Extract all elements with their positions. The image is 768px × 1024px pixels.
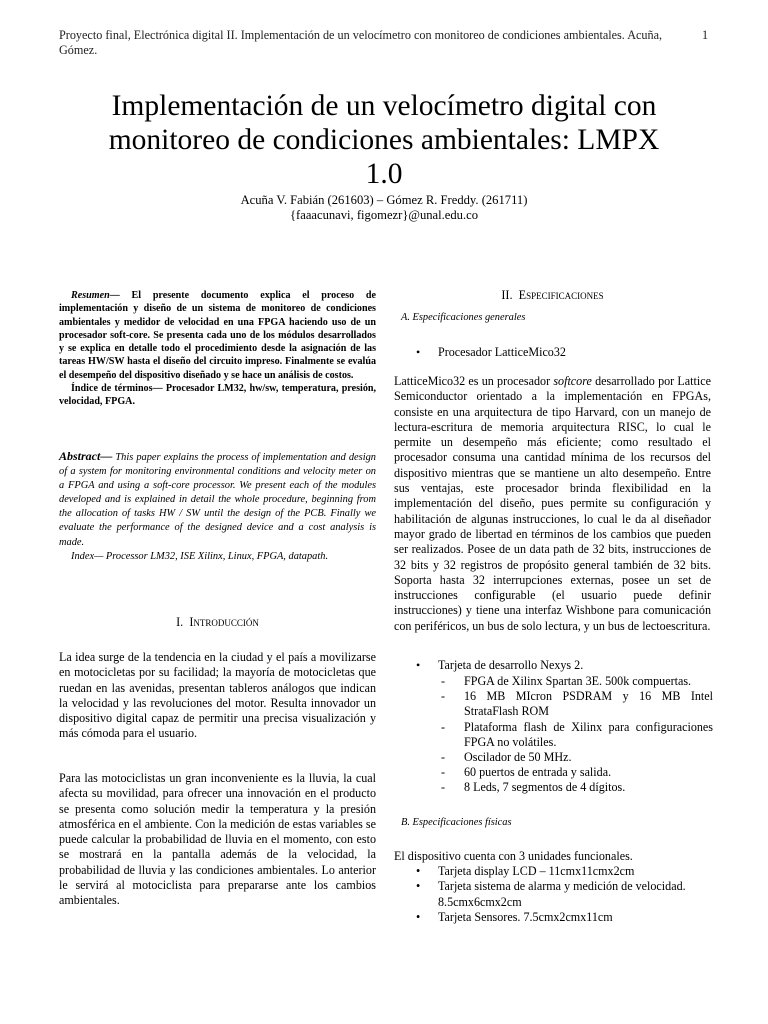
lattice-text-start: LatticeMico32 es un procesador bbox=[394, 374, 554, 388]
intro-paragraph-1-text: La idea surge de la tendencia en la ciudad y el país a movilizarse en motocicletas por su facilidad; la mayoría de motocicletas que ruedan en las avenidas, presentan tableros análogos que indican la velocidad y las revoluciones del motor. Resulta innovador un dispositivo digital capaz de permitir una precisa visualización y más cómoda para el usuario. bbox=[59, 650, 376, 741]
intro-paragraph-1 bbox=[59, 650, 376, 742]
list-item: - 60 puertos de entrada y salida. bbox=[441, 765, 713, 780]
index-text: Processor LM32, ISE Xilinx, Linux, FPGA, datapath. bbox=[103, 550, 329, 562]
physical-intro-text: El dispositivo cuenta con 3 unidades funcionales. bbox=[394, 849, 633, 863]
resumen-block bbox=[59, 289, 376, 408]
resumen-label: Resumen— bbox=[71, 290, 120, 301]
list-item: - Plataforma flash de Xilinx para configuraciones FPGA no volátiles. bbox=[441, 720, 713, 750]
section-heading-especificaciones bbox=[394, 288, 711, 303]
list-item: - 16 MB MIcron PSDRAM y 16 MB Intel StrataFlash ROM bbox=[441, 689, 713, 719]
running-head: Proyecto final, Electrónica digital II. Implementación de un velocímetro con monitoreo de condiciones ambientales. Acuña, Gómez. bbox=[59, 28, 663, 57]
lattice-text-rest: desarrollado por Lattice Semiconductor orientado a la implementación en FPGAs, consiste en una arquitectura de tipo Harvard, con un manejo de lectura-escritura de memoria arquitectura RISC, lo cual le permite un desempeño más eficiente; como resultado el procesador consuma una cantidad mínima de los recursos del dispositivo mientras que se mantiene un alto desempeño. Entre sus ventajas, este procesador brinda flexibilidad en la implementación del diseño, pues permite su configuración y habilitación de algunas instrucciones, lo cual le da al diseñador mayor grado de libertad en términos de los cambios que pueden ser realizados. Posee de un data path de 32 bits, instrucciones de 32 bits y 32 registros de propósito general también de 32 bits. Soporta hasta 32 interrupciones externas, posee un set de instrucciones configurable (el usuario puede definir instrucciones) y tiene una interfaz Wishbone para comunicación con periféricos, un bus de solo lectura, y un bus de lectoescritura. bbox=[394, 374, 711, 633]
list-item: • Tarjeta sistema de alarma y medición de velocidad. 8.5cmx6cmx2cm bbox=[416, 879, 713, 910]
abstract-block bbox=[59, 449, 376, 564]
paper-title bbox=[60, 89, 708, 191]
list-item: - Oscilador de 50 MHz. bbox=[441, 750, 713, 765]
list-item: • Tarjeta display LCD – 11cmx11cmx2cm bbox=[416, 864, 713, 879]
subsection-heading-fisicas: B. Especificaciones físicas bbox=[401, 817, 512, 828]
subsection-heading-generales: A. Especificaciones generales bbox=[401, 312, 526, 323]
indice-label: Índice de términos— bbox=[71, 382, 163, 394]
list-item: - 8 Leds, 7 segmentos de 4 dígitos. bbox=[441, 780, 713, 795]
abstract-text: This paper explains the process of implementation and design of a system for monitoring environmental conditions and velocity meter on a FPGA and using a soft-core processor. We present each of the modules developed and is explained in detail the whole procedure, beginning from the allocation of tasks HW / SW until the design of the PCB. Finally we evaluate the performance of the designed device and a cost analysis is made. bbox=[59, 452, 376, 548]
title-line-1: Implementación de un velocímetro digital con bbox=[111, 90, 657, 122]
bullet-icon: • bbox=[416, 658, 421, 672]
physical-intro bbox=[394, 849, 711, 864]
processor-bullet: Procesador LatticeMico32 bbox=[438, 345, 566, 359]
author-emails: {faaacunavi, figomezr}@unal.edu.co bbox=[289, 208, 479, 222]
page-number: 1 bbox=[702, 28, 709, 42]
indice-text: Procesador LM32, hw/sw, temperatura, presión, velocidad, FPGA. bbox=[59, 382, 377, 407]
title-line-2: monitoreo de condiciones ambientales: LMPX bbox=[108, 124, 660, 156]
index-label: Index— bbox=[71, 550, 104, 562]
intro-paragraph-2 bbox=[59, 771, 376, 909]
resumen-text: El presente documento explica el proceso de implementación y diseño de un sistema de monitoreo de condiciones ambientales y medidor de velocidad en una FPGA haciendo uso de un procesador soft-core. Se presenta cada uno de los módulos desarrollados y se explica en detalle todo el procedimiento desde la asignación de las tareas HW/SW hasta el diseño del circuito impreso. Finalmente se evalúa el desempeño del dispositivo diseñado y se hace un análisis de costos. bbox=[59, 290, 376, 381]
list-item: - FPGA de Xilinx Spartan 3E. 500k compuertas. bbox=[441, 674, 713, 689]
lattice-text-italic: softcore bbox=[553, 374, 592, 388]
latticemico-paragraph bbox=[394, 374, 711, 634]
list-item: • Tarjeta Sensores. 7.5cmx2cmx11cm bbox=[416, 910, 713, 925]
section-title: Especificaciones bbox=[518, 288, 604, 302]
nexys-spec-list bbox=[441, 674, 713, 796]
section-numeral: II. bbox=[501, 288, 513, 302]
section-title: Introducción bbox=[189, 615, 259, 629]
section-numeral: I. bbox=[176, 615, 184, 629]
abstract-label: Abstract— bbox=[59, 449, 113, 463]
intro-paragraph-2-text: Para las motociclistas un gran inconveniente es la lluvia, la cual afecta su movilidad, para ofrecer una innovación en el producto se presenta como solución medir la temperatura y la presión atmosférica en el ambiente. Con la medición de estas variables se puede calcular la probabilidad de lluvia en el momento, con esto se mostrará en la pantalla además de la velocidad, la probabilidad de lluvia y las condiciones ambientales. Lo anterior le servirá al motociclista para prepararse ante los cambios ambientales. bbox=[59, 771, 376, 908]
section-heading-introduccion bbox=[59, 615, 376, 630]
bullet-icon: • bbox=[416, 345, 421, 359]
title-line-3: 1.0 bbox=[365, 158, 403, 190]
physical-spec-list bbox=[416, 864, 713, 925]
authors: Acuña V. Fabián (261603) – Gómez R. Freddy. (261711) bbox=[240, 193, 528, 207]
nexys-bullet: Tarjeta de desarrollo Nexys 2. bbox=[438, 658, 584, 672]
